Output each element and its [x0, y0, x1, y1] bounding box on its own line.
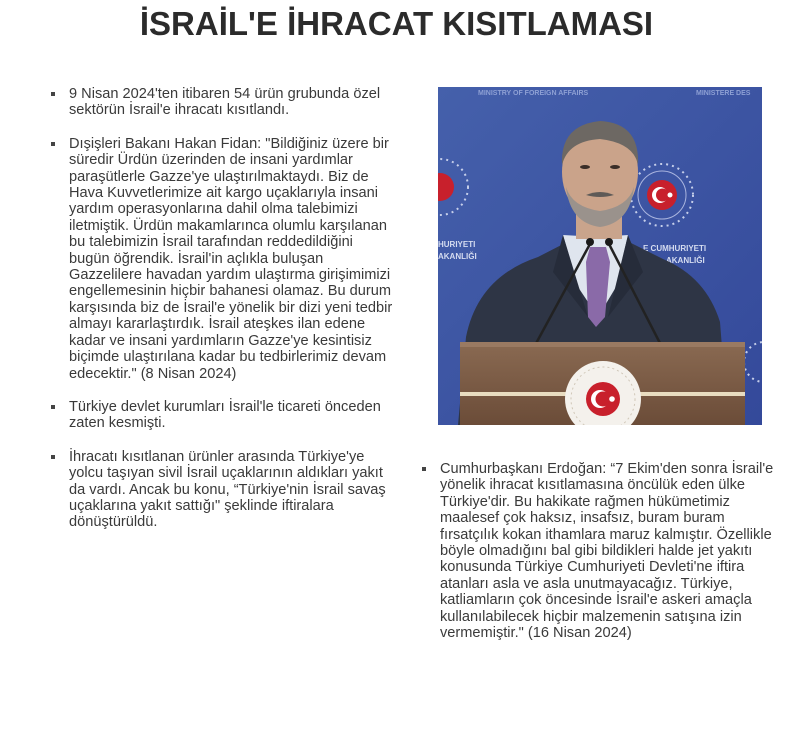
bullet-list-right	[418, 461, 778, 641]
list-item	[47, 399, 397, 432]
bullet-marker	[51, 142, 55, 146]
list-item-text: Cumhurbaşkanı Erdoğan: “7 Ekim'den sonra İsrail'e yönelik ihracat kısıtlamasına öncülük eden ülke Türkiye'dir. Bu hakikate rağmen hükümetimiz maalesef çok haksız, insafsız, buram buram fırsatçılık kokan ithamlara maruz kalmıştır. Özellikle böyle olmadığını bal gibi bildikleri halde jet yakıtı konusunda Türkiye Cumhuriyeti Devleti'ne iftira atanları asla ve asla unutmayacağız. Türkiye, katliamların çok öncesinde İsrail'e askeri amaçla kullanılabilecek hiçbir malzemenin satışına izin vermemiştir." (16 Nisan 2024)	[440, 461, 774, 642]
left-column	[47, 86, 397, 548]
bullet-marker	[51, 405, 55, 409]
list-item-text: İhracatı kısıtlanan ürünler arasında Türkiye'ye yolcu taşıyan sivil İsrail uçaklarının aldıkları yakıt da vardı. Ancak bu konu, “Türkiye'nin İsrail savaş uçaklarına yakıt sattığı" şeklinde iftiralara dönüştürüldü.	[69, 448, 386, 531]
list-item-text: Türkiye devlet kurumları İsrail'le ticareti önceden zaten kesmişti.	[69, 398, 381, 432]
page-title: İSRAİL'E İHRACAT KISITLAMASI	[139, 5, 654, 42]
list-item	[47, 449, 397, 531]
list-item	[47, 136, 397, 382]
bullet-marker	[51, 92, 55, 96]
list-item-text: 9 Nisan 2024'ten itibaren 54 ürün grubunda özel sektörün İsrail'e ihracatı kısıtlandı.	[69, 86, 381, 119]
bullet-list-left	[47, 86, 397, 531]
list-item	[47, 86, 397, 119]
bullet-marker	[51, 455, 55, 459]
bullet-marker	[422, 467, 426, 471]
speaker-photo	[438, 87, 762, 425]
backdrop-text-top-left: MINISTRY OF FOREIGN AFFAIRS	[478, 90, 589, 97]
backdrop-text-left-1: HURIYETI	[438, 240, 476, 249]
backdrop-text-right-2: AKANLIĞI	[666, 256, 705, 265]
list-item-text: Dışişleri Bakanı Hakan Fidan: "Bildiğiniz üzere bir süredir Ürdün üzerinden de insani yardımlar paraşütlerle Gazze'ye ulaştırılmaktaydı. Biz de Hava Kuvvetlerimize ait kargo uçaklarıyla insani yardım operasyonlarına dahil olma talebimizi iletmiştik. Ürdün makamlarınca olumlu karşılanan bu talebimizin İsrail tarafından reddedildiğini bugün öğrendik. İsrail'in açlıkla buluşan Gazzelilere havadan yardım ulaştırma girişimimizi engellemesinin hiçbir bahanesi olamaz. Bu durum karşısında biz de İsrail'e yönelik bir dizi yeni tedbir almayı kararlaştırdık. İsrail ateşkes ilan edene kadar ve insani yardımların Gazze'ye kesintisiz biçimde ulaştırılana kadar bu tedbirlerimiz devam edecektir." (8 Nisan 2024)	[69, 135, 393, 382]
backdrop-text-left-2: AKANLIĞI	[438, 252, 477, 261]
list-item	[418, 461, 778, 641]
backdrop-text-top-right: MINISTERE DES	[696, 90, 751, 97]
right-column	[418, 461, 778, 658]
backdrop-text-right-1: E CUMHURIYETI	[643, 244, 707, 253]
